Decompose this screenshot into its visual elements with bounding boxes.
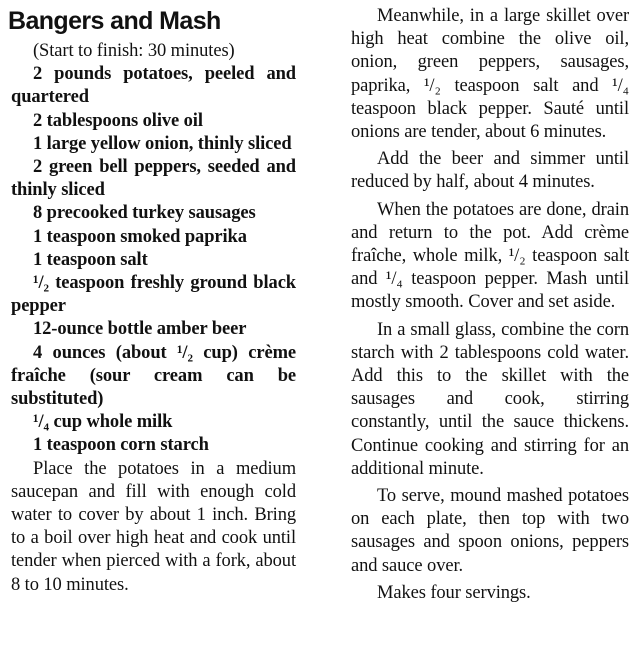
ingredient-item: 8 precooked turkey sausages bbox=[33, 203, 256, 224]
right-column bbox=[351, 0, 629, 605]
instruction-step: When the potatoes are done, drain and return to the pot. Add crème fraîche, whole milk, ¹/₂ teaspoon salt and ¹/₄ teaspoon pepper. Mash until mostly smooth. Cover and set aside. bbox=[351, 199, 629, 313]
ingredient-item: 2 pounds potatoes, peeled and quartered bbox=[11, 64, 296, 108]
recipe-yield: Makes four servings. bbox=[377, 582, 531, 603]
instruction-step: Place the potatoes in a medium saucepan and fill with enough cold water to cover by about 1 inch. Bring to a boil over high heat and cook until tender when pierced with a fork, about 8 to 10 minutes. bbox=[11, 458, 296, 595]
left-column bbox=[8, 0, 296, 597]
ingredient-item: 2 green bell peppers, seeded and thinly sliced bbox=[11, 157, 296, 201]
ingredient-item: ¹/₂ teaspoon freshly ground black pepper bbox=[11, 273, 296, 317]
instruction-step: Add the beer and simmer until reduced by half, about 4 minutes. bbox=[351, 149, 629, 193]
ingredient-item: 12-ounce bottle amber beer bbox=[33, 319, 247, 340]
ingredient-item: 4 ounces (about ¹/₂ cup) crème fraîche (sour cream can be substituted) bbox=[11, 342, 296, 410]
instruction-step: Meanwhile, in a large skillet over high heat combine the olive oil, onion, green peppers, sausages, paprika, ¹/₂ teaspoon salt and ¹/₄ teaspoon black pepper. Sauté until onions are tender, about 6 minutes. bbox=[351, 6, 629, 143]
instruction-step: In a small glass, combine the corn starch with 2 tablespoons cold water. Add this to the skillet with the sausages and cook, stirring constantly, until the sauce thickens. Continue cooking and stirring for an additional minute. bbox=[351, 319, 629, 479]
ingredient-item: ¹/₄ cup whole milk bbox=[33, 412, 173, 433]
ingredient-item: 1 teaspoon corn starch bbox=[33, 435, 209, 456]
instruction-step: To serve, mound mashed potatoes on each plate, then top with two sausages and spoon onions, peppers and sauce over. bbox=[351, 486, 629, 576]
ingredient-item: 2 tablespoons olive oil bbox=[33, 110, 203, 131]
recipe-timing: (Start to finish: 30 minutes) bbox=[33, 41, 235, 61]
recipe-title: Bangers and Mash bbox=[8, 7, 221, 35]
ingredient-item: 1 teaspoon smoked paprika bbox=[33, 226, 247, 247]
ingredient-item: 1 teaspoon salt bbox=[33, 249, 148, 270]
ingredient-item: 1 large yellow onion, thinly sliced bbox=[33, 133, 292, 154]
